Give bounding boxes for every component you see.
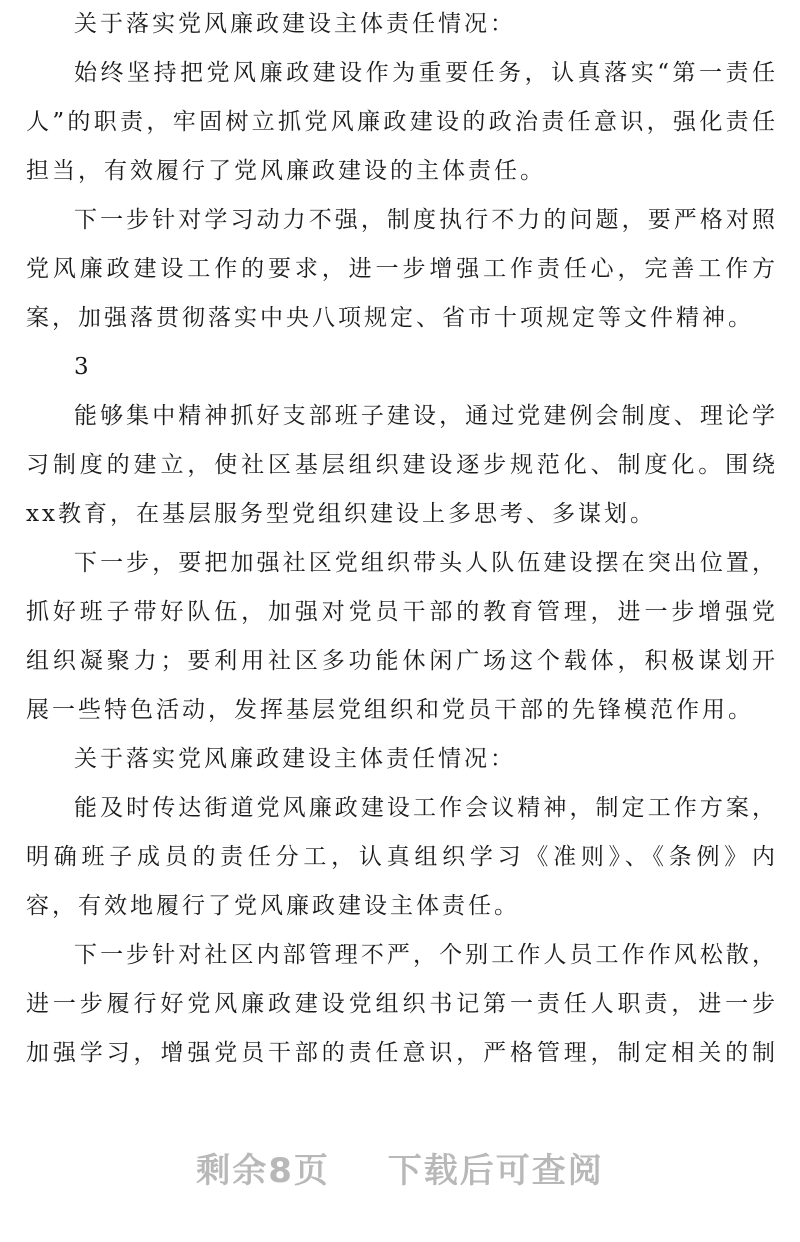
paragraph: 能够集中精神抓好支部班子建设，通过党建例会制度、理论学习制度的建立，使社区基层组织建设逐步规范化、制度化。围绕xx教育，在基层服务型党组织建设上多思考、多谋划。 xyxy=(26,403,778,527)
paragraph: 关于落实党风廉政建设主体责任情况： xyxy=(74,11,516,37)
download-prompt[interactable] xyxy=(0,1143,800,1192)
paragraph: 下一步，要把加强社区党组织带头人队伍建设摆在突出位置，抓好班子带好队伍，加强对党员干部的教育管理，进一步增强党组织凝聚力；要利用社区多功能休闲广场这个载体，积极谋划开展一些特色活动，发挥基层党组织和党员干部的先锋模范作用。 xyxy=(26,550,778,723)
paragraph: 3 xyxy=(74,354,92,380)
paragraph: 能及时传达街道党风廉政建设工作会议精神，制定工作方案，明确班子成员的责任分工，认真组织学习《准则》、《条例》内容，有效地履行了党风廉政建设主体责任。 xyxy=(26,795,778,919)
download-hint-label: 下载后可查阅 xyxy=(387,1151,604,1191)
paragraph: 始终坚持把党风廉政建设作为重要任务，认真落实“第一责任人”的职责，牢固树立抓党风廉政建设的政治责任意识，强化责任担当，有效履行了党风廉政建设的主体责任。 xyxy=(26,60,778,184)
remaining-pages-label: 剩余8页 xyxy=(196,1151,330,1191)
paragraph: 下一步针对学习动力不强，制度执行不力的问题，要严格对照党风廉政建设工作的要求，进一步增强工作责任心，完善工作方案，加强落贯彻落实中央八项规定、省市十项规定等文件精神。 xyxy=(26,207,778,331)
document-body xyxy=(26,0,778,1127)
paragraph: 关于落实党风廉政建设主体责任情况： xyxy=(74,746,516,772)
paragraph: 下一步针对社区内部管理不严，个别工作人员工作作风松散，进一步履行好党风廉政建设党组织书记第一责任人职责，进一步加强学习，增强党员干部的责任意识，严格管理，制定相关的制 xyxy=(26,942,778,1066)
